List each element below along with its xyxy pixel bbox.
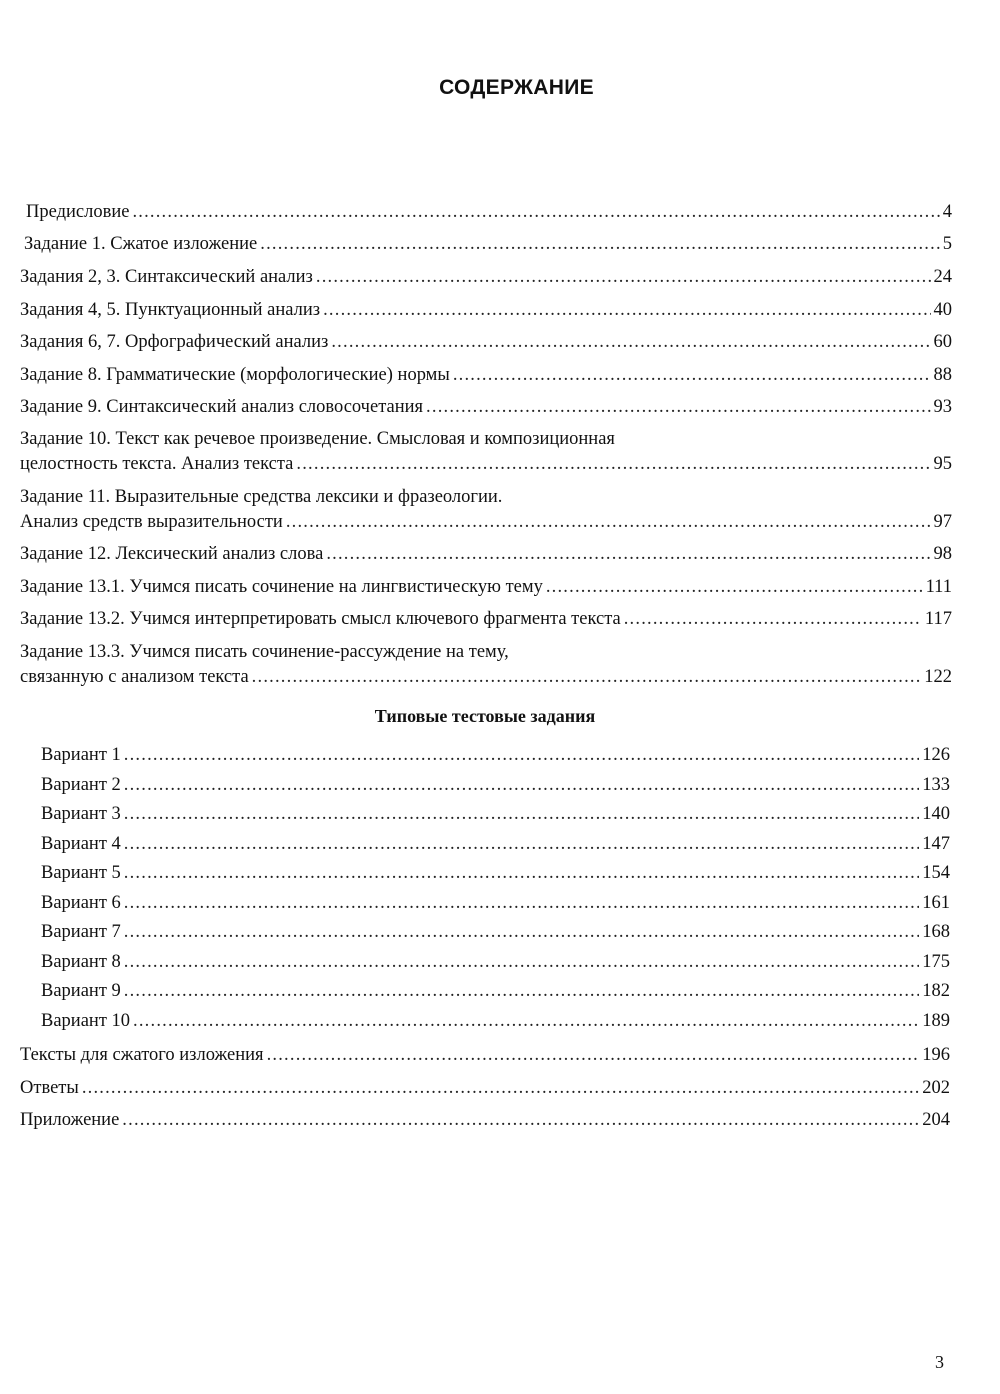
toc-entry-page: 122 bbox=[924, 667, 952, 687]
variant-entry bbox=[41, 773, 950, 797]
toc-entry-page: 5 bbox=[942, 234, 952, 254]
leader-dots bbox=[124, 891, 919, 915]
toc-entry-label: Задания 2, 3. Синтаксический анализ bbox=[20, 267, 313, 287]
leader-dots bbox=[124, 861, 919, 885]
leader-dots bbox=[426, 395, 930, 419]
toc-entry-label: Анализ средств выразительности bbox=[20, 512, 283, 532]
variant-page: 140 bbox=[922, 804, 950, 824]
leader-dots bbox=[323, 298, 930, 322]
leader-dots bbox=[124, 920, 919, 944]
toc-entry-label: Задание 8. Грамматические (морфологические) нормы bbox=[20, 365, 450, 385]
toc-entry-page: 111 bbox=[925, 577, 952, 597]
toc-entry-label: связанную с анализом текста bbox=[20, 667, 249, 687]
variant-label: Вариант 8 bbox=[41, 952, 121, 972]
leader-dots bbox=[453, 363, 931, 387]
variant-page: 126 bbox=[922, 745, 950, 765]
toc-entry bbox=[20, 542, 952, 566]
toc-entry bbox=[20, 363, 952, 387]
toc-entry-page: 97 bbox=[933, 512, 952, 532]
leader-dots bbox=[124, 950, 919, 974]
variant-entry bbox=[41, 861, 950, 885]
variant-page: 182 bbox=[922, 981, 950, 1001]
toc-entry-label: Задание 12. Лексический анализ слова bbox=[20, 544, 324, 564]
toc-entry bbox=[20, 330, 952, 354]
leader-dots bbox=[252, 665, 922, 689]
toc-entry bbox=[20, 265, 952, 289]
toc-entry-page: 95 bbox=[933, 454, 952, 474]
toc-entry-label: Задания 6, 7. Орфографический анализ bbox=[20, 332, 329, 352]
variant-page: 133 bbox=[922, 775, 950, 795]
toc-entry-page: 60 bbox=[933, 332, 952, 352]
toc-entry bbox=[20, 1076, 950, 1100]
leader-dots bbox=[124, 773, 919, 797]
toc-entry-page: 98 bbox=[933, 544, 952, 564]
toc-entry-page: 93 bbox=[933, 397, 952, 417]
variant-entry bbox=[41, 802, 950, 826]
toc-entry-page: 40 bbox=[933, 300, 952, 320]
toc-entry-page: 88 bbox=[933, 365, 952, 385]
toc-entry-label: Ответы bbox=[20, 1078, 79, 1098]
leader-dots bbox=[316, 265, 931, 289]
variant-label: Вариант 3 bbox=[41, 804, 121, 824]
leader-dots bbox=[124, 802, 919, 826]
toc-entry-page: 4 bbox=[942, 202, 952, 222]
toc-entry-label: Задание 13.2. Учимся интерпретировать смысл ключевого фрагмента текста bbox=[20, 609, 621, 629]
leader-dots bbox=[546, 575, 923, 599]
leader-dots bbox=[124, 743, 919, 767]
toc-entry bbox=[20, 665, 952, 689]
variant-label: Вариант 5 bbox=[41, 863, 121, 883]
toc-entry-label: целостность текста. Анализ текста bbox=[20, 454, 294, 474]
leader-dots bbox=[124, 979, 919, 1003]
variant-label: Вариант 7 bbox=[41, 922, 121, 942]
toc-entry-page: 204 bbox=[922, 1110, 950, 1130]
toc-entry bbox=[20, 452, 952, 476]
variant-entry bbox=[41, 743, 950, 767]
toc-entry-page: 24 bbox=[933, 267, 952, 287]
leader-dots bbox=[267, 1043, 920, 1067]
toc-entry-first-line: Задание 11. Выразительные средства лексики и фразеологии. bbox=[20, 487, 503, 507]
toc-entry-label: Предисловие bbox=[26, 202, 130, 222]
variant-entry bbox=[41, 832, 950, 856]
toc-entry bbox=[20, 1108, 950, 1132]
toc-entry-page: 196 bbox=[922, 1045, 950, 1065]
toc-entry bbox=[24, 232, 952, 256]
toc-entry-page: 117 bbox=[924, 609, 952, 629]
toc-entry bbox=[20, 395, 952, 419]
toc-entry-first-line: Задание 13.3. Учимся писать сочинение-рассуждение на тему, bbox=[20, 642, 509, 662]
leader-dots bbox=[124, 832, 919, 856]
toc-entry-first-line: Задание 10. Текст как речевое произведение. Смысловая и композиционная bbox=[20, 429, 615, 449]
toc-entry-label: Задание 13.1. Учимся писать сочинение на лингвистическую тему bbox=[20, 577, 543, 597]
leader-dots bbox=[286, 510, 931, 534]
variant-entry bbox=[41, 920, 950, 944]
variant-page: 161 bbox=[922, 893, 950, 913]
leader-dots bbox=[331, 330, 930, 354]
variant-page: 168 bbox=[922, 922, 950, 942]
toc-entry-label: Задание 9. Синтаксический анализ словосочетания bbox=[20, 397, 424, 417]
toc-entry-label: Приложение bbox=[20, 1110, 120, 1130]
toc-entry bbox=[20, 575, 952, 599]
toc-entry bbox=[20, 1043, 950, 1067]
variant-label: Вариант 1 bbox=[41, 745, 121, 765]
variant-entry bbox=[41, 979, 950, 1003]
toc-entry bbox=[20, 607, 952, 631]
page-title: СОДЕРЖАНИЕ bbox=[439, 76, 594, 99]
leader-dots bbox=[132, 200, 939, 224]
variant-page: 175 bbox=[922, 952, 950, 972]
leader-dots bbox=[133, 1009, 919, 1033]
variant-entry bbox=[41, 950, 950, 974]
toc-entry bbox=[20, 298, 952, 322]
toc-entry-label: Задание 1. Сжатое изложение bbox=[24, 234, 258, 254]
leader-dots bbox=[82, 1076, 919, 1100]
page-number: 3 bbox=[935, 1352, 944, 1372]
variant-label: Вариант 4 bbox=[41, 834, 121, 854]
leader-dots bbox=[624, 607, 922, 631]
variant-entry bbox=[41, 891, 950, 915]
variant-label: Вариант 2 bbox=[41, 775, 121, 795]
section-title: Типовые тестовые задания bbox=[374, 706, 596, 726]
variant-page: 147 bbox=[922, 834, 950, 854]
toc-entry-label: Тексты для сжатого изложения bbox=[20, 1045, 264, 1065]
leader-dots bbox=[296, 452, 930, 476]
toc-entry-page: 202 bbox=[922, 1078, 950, 1098]
variant-page: 154 bbox=[922, 863, 950, 883]
variant-label: Вариант 6 bbox=[41, 893, 121, 913]
variant-label: Вариант 9 bbox=[41, 981, 121, 1001]
toc-entry bbox=[26, 200, 952, 224]
toc-entry bbox=[20, 510, 952, 534]
toc-entry-label: Задания 4, 5. Пунктуационный анализ bbox=[20, 300, 321, 320]
leader-dots bbox=[122, 1108, 919, 1132]
variant-entry bbox=[41, 1009, 950, 1033]
variant-label: Вариант 10 bbox=[41, 1011, 131, 1031]
leader-dots bbox=[326, 542, 930, 566]
variant-page: 189 bbox=[922, 1011, 950, 1031]
leader-dots bbox=[260, 232, 940, 256]
